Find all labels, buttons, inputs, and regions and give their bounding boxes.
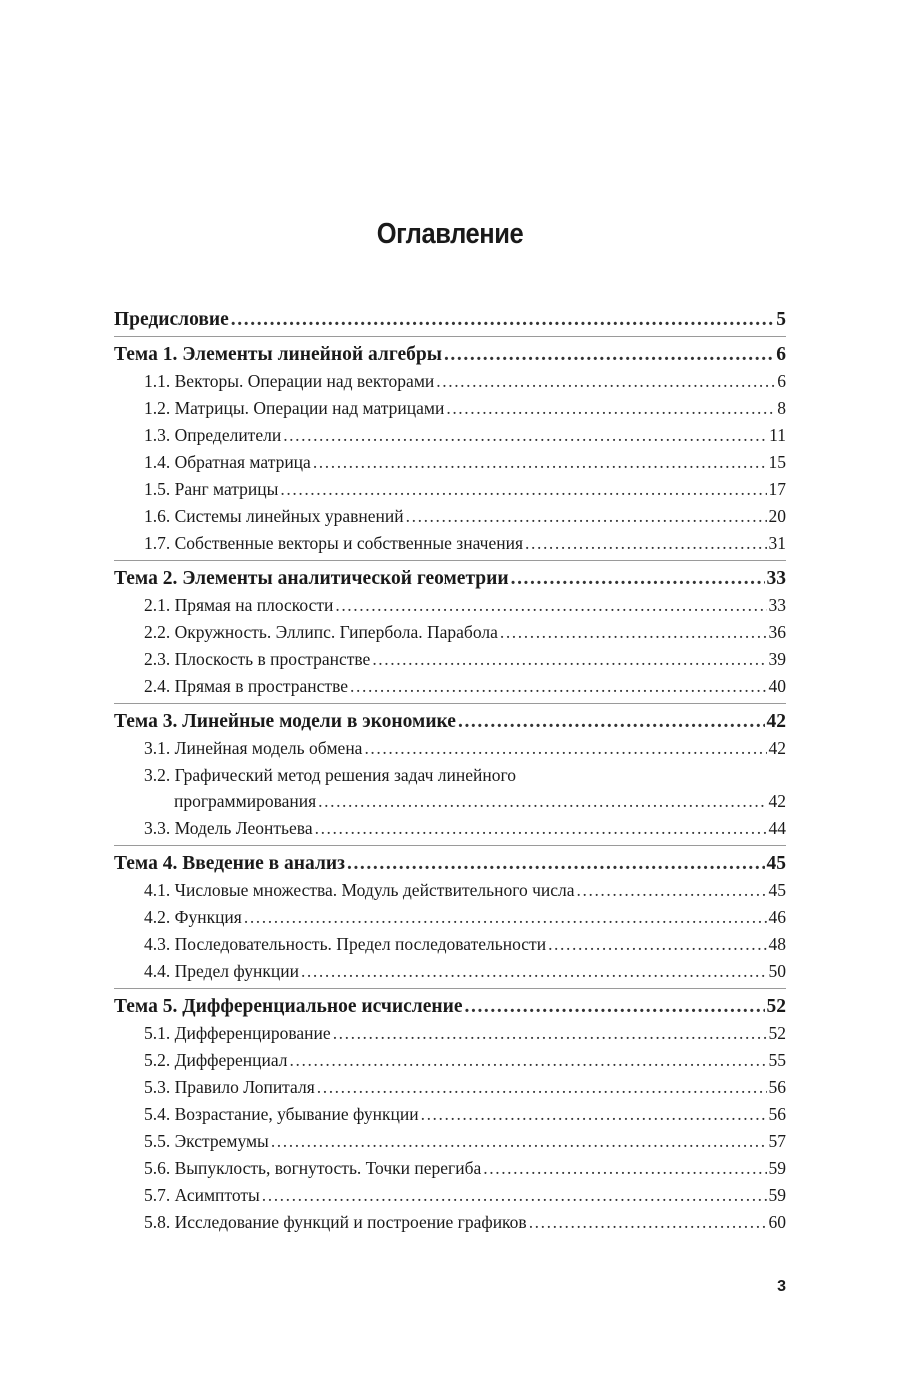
toc-subentry[interactable] [114,1074,786,1101]
toc-subentry-label: 1.6. Системы линейных уравнений [144,506,404,526]
dot-leader [483,1155,766,1182]
toc-subentry-page: 17 [768,479,786,499]
toc-subentry[interactable] [114,395,786,422]
toc-subentry-label: 5.7. Асимптоты [144,1185,260,1205]
toc-entry-topic-2[interactable] [114,565,786,592]
toc-entry-preface[interactable] [114,306,786,333]
toc-subentry[interactable] [114,1047,786,1074]
dot-leader [350,673,766,700]
toc-subentry-label: 4.2. Функция [144,907,242,927]
toc-subentry[interactable] [114,1182,786,1209]
dot-leader [458,708,765,735]
toc-subentry-page: 55 [768,1050,786,1070]
toc-subentry-label: 1.1. Векторы. Операции над векторами [144,371,435,391]
toc-subentry-label: 3.3. Модель Леонтьева [144,818,313,838]
toc-subentry[interactable] [114,368,786,395]
toc-subentry-label: 4.1. Числовые множества. Модуль действительного числа [144,880,575,900]
toc-subentry-page: 52 [768,1023,786,1043]
dot-leader [271,1128,767,1155]
toc-subentry-label-line-1[interactable]: 3.2. Графический метод решения задач линейного [144,765,516,785]
toc-subentry[interactable] [114,788,786,815]
toc-entry-page: 45 [766,853,786,874]
toc-subentry-label: 5.6. Выпуклость, вогнутость. Точки перегиба [144,1158,482,1178]
toc-subentry-label: 5.5. Экстремумы [144,1131,269,1151]
toc-subentry-label: 1.4. Обратная матрица [144,452,311,472]
toc-entry-page: 5 [776,309,786,330]
toc-subentry-page: 40 [768,676,786,696]
toc-entry-label: Тема 1. Элементы линейной алгебры [114,344,442,365]
toc-subentry-label: 2.3. Плоскость в пространстве [144,649,371,669]
dot-leader [333,1020,767,1047]
dot-leader [525,530,766,557]
dot-leader [317,1074,767,1101]
toc-subentry-label: 2.2. Окружность. Эллипс. Гипербола. Парабола [144,622,498,642]
toc-subentry-label-line-2: программирования [174,791,317,811]
dot-leader [436,368,775,395]
toc-subentry-page: 39 [768,649,786,669]
toc-entry-page: 33 [766,568,786,589]
toc-subentry[interactable] [114,735,786,762]
divider [114,703,786,704]
toc-subentry[interactable] [114,931,786,958]
toc-subentry-page: 46 [768,907,786,927]
divider [114,336,786,337]
toc-subentry-page: 45 [768,880,786,900]
dot-leader [364,735,766,762]
toc-subentry-label: 2.1. Прямая на плоскости [144,595,334,615]
toc-subentry[interactable] [114,1209,786,1236]
toc-subentry[interactable] [114,503,786,530]
dot-leader [290,1047,767,1074]
toc-subentry-label: 5.8. Исследование функций и построение графиков [144,1212,527,1232]
toc-subentry[interactable] [114,1128,786,1155]
dot-leader [244,904,767,931]
toc-entry-label: Предисловие [114,309,229,330]
toc-subentry-page: 57 [768,1131,786,1151]
dot-leader [500,619,767,646]
toc-subentry[interactable] [114,958,786,985]
dot-leader [335,592,766,619]
dot-leader [280,476,766,503]
dot-leader [577,877,767,904]
toc-subentry[interactable] [114,449,786,476]
page-title: Оглавление [376,218,524,250]
toc-subentry-page: 42 [768,738,786,758]
toc-subentry-page: 8 [777,398,786,418]
dot-leader [262,1182,767,1209]
toc-subentry-page: 59 [768,1185,786,1205]
dot-leader [444,341,774,368]
toc-subentry-page: 20 [768,506,786,526]
page-number: 3 [777,1278,786,1295]
toc-entry-topic-5[interactable] [114,993,786,1020]
toc-entry-page: 6 [776,344,786,365]
toc-subentry-label: 3.1. Линейная модель обмена [144,738,363,758]
toc-subentry[interactable] [114,904,786,931]
toc-subentry-label: 1.3. Определители [144,425,282,445]
toc-subentry-label: 1.2. Матрицы. Операции над матрицами [144,398,445,418]
toc-subentry-page: 31 [768,533,786,553]
toc-subentry-label: 1.5. Ранг матрицы [144,479,279,499]
toc-subentry-label: 4.3. Последовательность. Предел последовательности [144,934,547,954]
toc-entry-label: Тема 2. Элементы аналитической геометрии [114,568,509,589]
toc-entry-page: 52 [766,996,786,1017]
toc-subentry-page: 42 [768,791,786,811]
toc-entry-topic-1[interactable] [114,341,786,368]
dot-leader [372,646,766,673]
dot-leader [231,306,774,333]
toc-subentry-page: 11 [769,425,786,445]
toc-subentry[interactable] [114,422,786,449]
toc-subentry-page: 59 [768,1158,786,1178]
toc-subentry-page: 44 [768,818,786,838]
toc-subentry-label: 5.1. Дифференцирование [144,1023,331,1043]
dot-leader [315,815,767,842]
toc-subentry[interactable] [114,646,786,673]
toc-entry-page: 42 [766,711,786,732]
toc-subentry[interactable] [114,1101,786,1128]
toc-entry-label: Тема 4. Введение в анализ [114,853,345,874]
toc-subentry-page: 56 [768,1077,786,1097]
divider [114,988,786,989]
dot-leader [511,565,765,592]
toc-subentry-page: 36 [768,622,786,642]
toc-subentry-label: 1.7. Собственные векторы и собственные значения [144,533,524,553]
toc-subentry[interactable] [114,619,786,646]
toc-entry-topic-3[interactable] [114,708,786,735]
toc-subentry-label: 5.3. Правило Лопиталя [144,1077,315,1097]
toc-entry-label: Тема 3. Линейные модели в экономике [114,711,456,732]
toc-subentry[interactable] [114,1155,786,1182]
toc-subentry-page: 56 [768,1104,786,1124]
toc-subentry-label: 5.4. Возрастание, убывание функции [144,1104,419,1124]
toc-subentry-page: 15 [768,452,786,472]
toc-subentry[interactable] [114,877,786,904]
toc-subentry-page: 48 [768,934,786,954]
toc-subentry-page: 50 [768,961,786,981]
dot-leader [347,850,765,877]
toc-subentry-label: 4.4. Предел функции [144,961,299,981]
dot-leader [313,449,767,476]
toc-subentry[interactable] [114,815,786,842]
divider [114,845,786,846]
toc-entry-label: Тема 5. Дифференциальное исчисление [114,996,463,1017]
table-of-contents [114,306,786,1236]
dot-leader [529,1209,767,1236]
dot-leader [465,993,765,1020]
toc-subentry[interactable] [114,592,786,619]
toc-subentry-page: 33 [768,595,786,615]
dot-leader [421,1101,767,1128]
toc-subentry[interactable] [114,476,786,503]
toc-subentry-page: 6 [777,371,786,391]
toc-subentry-label: 2.4. Прямая в пространстве [144,676,349,696]
toc-subentry-label: 5.2. Дифференциал [144,1050,288,1070]
dot-leader [446,395,775,422]
toc-subentry[interactable] [114,1020,786,1047]
dot-leader [283,422,767,449]
divider [114,560,786,561]
toc-entry-topic-4[interactable] [114,850,786,877]
dot-leader [318,788,766,815]
toc-subentry-page: 60 [768,1212,786,1232]
dot-leader [406,503,767,530]
dot-leader [301,958,767,985]
dot-leader [548,931,766,958]
toc-subentry[interactable] [114,530,786,557]
toc-subentry[interactable] [114,673,786,700]
